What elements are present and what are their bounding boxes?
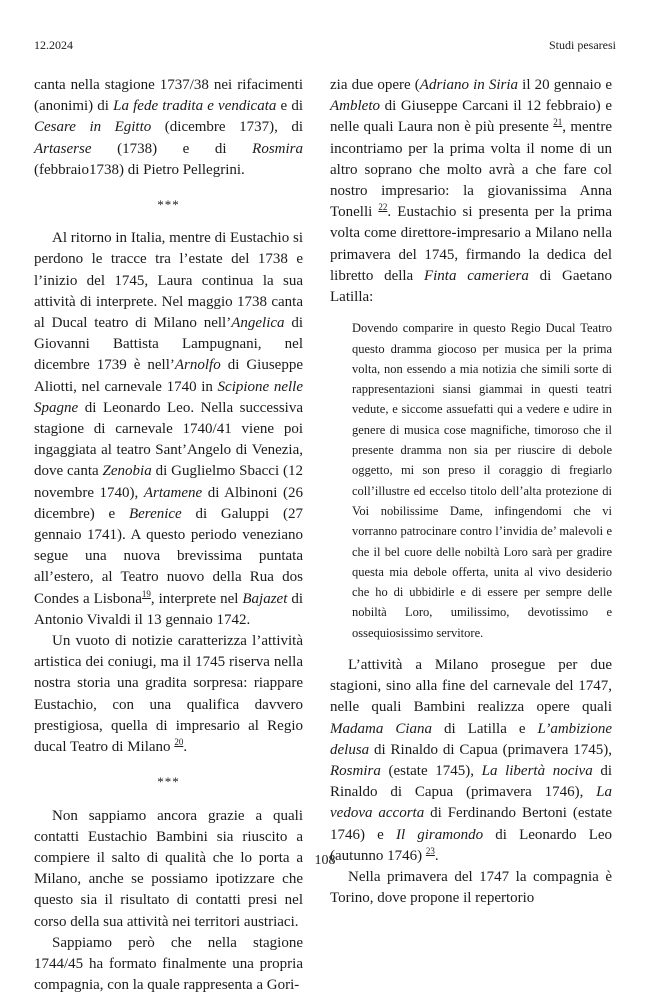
text-run: di Albinoni (26 dicembre) e: [34, 484, 304, 522]
text-run: di Leonardo Leo. Nella successiva stagione di carnevale 1740/41 viene poi ingaggiata al teatro Sant’Angelo di Venezia, dove canta: [34, 399, 303, 480]
footnote-ref: 21: [553, 117, 563, 128]
paragraph: [34, 631, 303, 758]
text-run: di Giuseppe Carcani il 12 febbraio) e nelle quali Laura non è più presente: [330, 98, 612, 136]
text-run: di Rinaldo di Capua (primavera 1746),: [330, 763, 612, 801]
italic-title: Scipione nelle Spagne: [34, 378, 303, 416]
text-run: (estate 1745),: [380, 763, 482, 779]
paragraph: [330, 655, 612, 867]
text-run: e di: [276, 98, 303, 115]
text-run: L’attività a Milano prosegue per due stagioni, sino alla fine del carnevale del 1747, nelle quali Bambini realizza opere quali: [330, 656, 612, 716]
italic-title: La fede tradita e vendicata: [113, 98, 277, 115]
paragraph: [34, 75, 303, 181]
text-run: di Giovanni Battista Lampugnani, nel dicembre 1739 è nell’: [34, 315, 304, 374]
footnote-ref: 20: [174, 737, 184, 748]
text-run: di Galuppi (27 gennaio 1741). A questo periodo veneziano segue una nuova brevissima puntata all’estero, al Teatro nuovo della Rua dos Condes a Lisbona: [34, 505, 303, 607]
italic-title: Bajazet: [242, 590, 288, 607]
text-run: .: [183, 739, 188, 756]
italic-title: Zenobia: [102, 463, 152, 480]
text-run: . Eustachio si presenta per la prima volta come direttore-impresario a Milano nella primavera del 1745, firmando la dedica del libretto della: [330, 204, 612, 284]
text-run: Sappiamo però che nella stagione 1744/45 ha formato finalmente una propria compagnia, con la quale rappresenta a Gori-: [34, 934, 303, 994]
text-run: Non sappiamo ancora grazie a quali contatti Eustachio Bambini sia riuscito a compiere il salto di qualità che lo porta a Milano, anche se possiamo ipotizzare che questo sia il risultato di contatti presi nel corso della sua attività nei territori austriaci.: [34, 807, 303, 930]
paragraph: [330, 867, 612, 909]
text-run: di Guglielmo Sbacci (12 novembre 1740),: [34, 463, 303, 501]
text-run: .: [434, 847, 439, 864]
text-run: Nella primavera del 1747 la compagnia è Torino, dove propone il repertorio: [330, 869, 612, 907]
footnote-ref: 22: [378, 202, 388, 213]
italic-title: Artaserse: [34, 140, 92, 157]
text-run: di Rinaldo di Capua (primavera 1745),: [369, 741, 612, 758]
text-run: , interprete nel: [150, 590, 243, 607]
italic-title: La vedova accorta: [330, 784, 612, 822]
italic-title: Cesare in Egitto: [34, 119, 152, 136]
text-run: di Giuseppe Aliotti, nel carnevale 1740 in: [34, 357, 303, 395]
text-run: zia due opere (: [330, 77, 420, 93]
italic-title: Berenice: [128, 505, 182, 522]
text-run: (febbraio1738) di Pietro Pellegrini.: [34, 161, 245, 178]
text-run: Al ritorno in Italia, mentre di Eustachio si perdono le tracce tra l’estate del 1738 e l’inizio del 1745, Laura continua la sua attività di interprete. Nel maggio 1738 canta al Ducal teatro di Milano nell’: [34, 230, 303, 332]
paragraph: [34, 806, 303, 933]
italic-title: Il giramondo: [395, 826, 484, 843]
text-run: di Gaetano Latilla:: [330, 267, 612, 306]
footnote-ref: 19: [141, 588, 151, 599]
text-run: (1738) e di: [91, 140, 253, 157]
text-run: di Ferdinando Bertoni (estate 1746) e: [330, 805, 613, 843]
text-run: Dovendo comparire in questo Regio Ducal Teatro questo dramma giocoso per musica per la prima volta, non essendo a mia notizia che simili sorte di rappresentazioni siansi giammai in questi teatri vedute, e siccome assuefatti qui a vedere e udire in genere di musica cose magnifiche, timoroso che il presente dramma non sia per riuscire di debole oggetto, mi son preso il coraggio di fregiarlo coll’illustre ed eccelso titolo dell’alta protezione di Voi nobilissime Dame, infingendomi che vi vorranno patrocinare contro l’invidia de’ malevoli e che il bel cuore delle nobiltà Loro sarà per gradire questa mia debole offerta, unita al vivo desiderio che ho di ubbidirle e di essere per sempre delle nobiltà Loro, umilissimo, devotissimo e ossequiosissimo servitore.: [352, 321, 612, 640]
text-run: di Antonio Vivaldi il 13 gennaio 1742.: [34, 590, 304, 628]
block-quote: [352, 318, 612, 643]
text-run: il 20 gennaio e: [518, 77, 612, 93]
italic-title: Arnolfo: [174, 357, 221, 374]
text-run: canta nella stagione 1737/38 nei rifacimenti (anonimi) di: [34, 77, 303, 115]
italic-title: Rosmira: [330, 763, 381, 779]
italic-title: L’ambizione delusa: [330, 720, 612, 758]
footnote-ref: 23: [425, 845, 435, 856]
italic-title: Angelica: [231, 315, 285, 332]
page-number: 108: [314, 853, 336, 868]
right-column: [330, 75, 612, 909]
paragraph: [34, 228, 303, 631]
text-run: (dicembre 1737), di: [151, 119, 303, 136]
text-run: di Leonardo Leo (autunno 1746): [330, 826, 613, 864]
italic-title: Madama Ciana: [330, 720, 433, 737]
paragraph: [34, 933, 303, 996]
text-run: , mentre incontriamo per la prima volta il nome di un altro soprano che molto avrà a che fare col nostro impresario: la giovanissima Anna Tonelli: [330, 119, 612, 221]
section-separator: ***: [157, 774, 180, 790]
italic-title: Artamene: [143, 484, 203, 501]
text-run: Un vuoto di notizie caratterizza l’attività artistica dei coniugi, ma il 1745 riserva nella nostra storia una gradita sorpresa: riappare Eustachio, con una qualifica davvero prestigiosa, quella di impresario al Regio ducal Teatro di Milano: [34, 633, 303, 756]
section-separator: ***: [157, 197, 180, 213]
italic-title: Ambleto: [330, 98, 380, 115]
italic-title: Adriano in Siria: [419, 77, 519, 93]
italic-title: La libertà nociva: [481, 763, 593, 779]
italic-title: Rosmira: [252, 140, 303, 157]
italic-title: Finta cameriera: [423, 267, 529, 284]
paragraph: [330, 75, 612, 308]
text-run: di Latilla e: [432, 720, 538, 737]
issue-label: 12.2024: [34, 38, 73, 52]
journal-title: Studi pesaresi: [549, 38, 616, 52]
